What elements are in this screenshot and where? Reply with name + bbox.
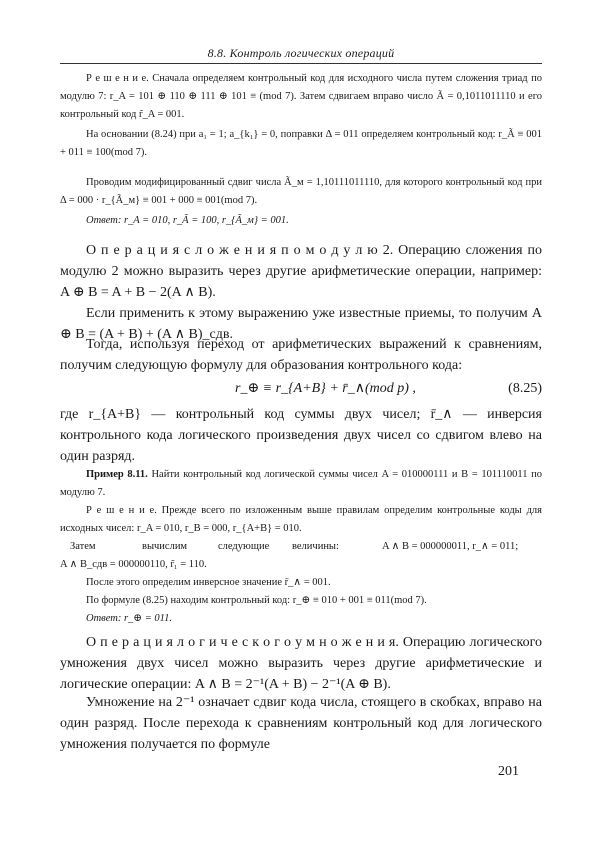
section-xor-paragraph-4: где r_{A+B} — контрольный код суммы двух чисел; r̄_∧ — инверсия контрольного кода логического произведения двух чисел со сдвигом влево на один разряд. bbox=[60, 407, 542, 464]
section-and-paragraph-1: О п е р а ц и я л о г и ч е с к о г о у м н о ж е н и я. Операцию логического умножения двух чисел можно выразить через другие арифметические и логические операции: A ∧ B = 2⁻¹(A + B) − 2⁻¹(A ⊕ B). bbox=[60, 635, 542, 692]
example-paragraph-2: Р е ш е н и е. Прежде всего по изложенным выше правилам определим контрольные коды для исходных чисел: r_A = 010, r_B = 000, r_{A+B} = 010. bbox=[60, 505, 542, 534]
solution-paragraph-2: На основании (8.24) при a₁ = 1; a_{k₁} = 0, поправки Δ = 011 определяем контрольный код: r_Ã ≡ 001 + 011 ≡ 100(mod 7). bbox=[60, 129, 542, 158]
solution-answer: Ответ: r_A = 010, r_Ã = 100, r_{Ã_м} = 001. bbox=[86, 215, 289, 226]
example-paragraph-6: По формуле (8.25) находим контрольный код: r_⊕ ≡ 010 + 001 ≡ 011(mod 7). bbox=[86, 595, 427, 606]
section-xor-paragraph-2: Если применить к этому выражению уже известные приемы, то получим A ⊕ B = (A + B) + (A ∧ B)_сдв. bbox=[60, 306, 542, 342]
example-paragraph-1 bbox=[60, 466, 542, 502]
section-and-paragraph-2: Умножение на 2⁻¹ означает сдвиг кода числа, стоящего в скобках, вправо на один разряд. После перехода к сравнениям контрольный код для логического умножения получается по формуле bbox=[60, 695, 542, 752]
example-answer: Ответ: r_⊕ = 011. bbox=[86, 613, 173, 624]
section-xor-paragraph-3: Тогда, используя переход от арифметических выражений к сравнениям, получим следующую формулу для образования контрольного кода: bbox=[60, 337, 542, 373]
book-page bbox=[60, 0, 542, 857]
example-paragraph-4: A ∧ B_сдв = 000000110, r̃₁ = 110. bbox=[60, 559, 207, 570]
solution-paragraph-1: Р е ш е н и е. Сначала определяем контрольный код для исходного числа путем сложения триад по модулю 7: r_A = 101 ⊕ 110 ⊕ 111 ⊕ 101 ≡ (mod 7). Затем сдвигаем вправо число Ã = 0,1011011110 и его контрольный код r̃_A = 001. bbox=[60, 73, 542, 120]
row-word-1: Затем bbox=[70, 541, 96, 552]
page-number: 201 bbox=[498, 764, 519, 779]
example-paragraph-5: После этого определим инверсное значение r̄_∧ = 001. bbox=[86, 577, 331, 588]
formula-expression: r_⊕ ≡ r_{A+B} + r̄_∧(mod p) , bbox=[235, 381, 416, 396]
example-statement: Найти контрольный код логической суммы чисел A = 010000111 и B = 101110011 по модулю 7. bbox=[60, 469, 543, 498]
row-word-4: величины: bbox=[292, 541, 339, 552]
section-xor-paragraph-1: О п е р а ц и я с л о ж е н и я п о м о д у л ю 2. Операцию сложения по модулю 2 можно выразить через другие арифметические операции, например: A ⊕ B = A + B − 2(A ∧ B). bbox=[60, 243, 542, 300]
row-word-3: следующие bbox=[218, 541, 270, 552]
formula-number: (8.25) bbox=[508, 381, 542, 396]
row-formula: A ∧ B = 000000011, r_∧ = 011; bbox=[382, 541, 519, 552]
running-header: 8.8. Контроль логических операций bbox=[207, 46, 395, 60]
header-divider bbox=[60, 63, 542, 64]
example-title: Пример 8.11. bbox=[86, 469, 148, 480]
row-word-2: вычислим bbox=[142, 541, 188, 552]
solution-paragraph-3: Проводим модифицированный сдвиг числа Ã_м = 1,10111011110, для которого контрольный код при Δ = 000 · r_{Ã_м} ≡ 001 + 000 ≡ 001(mod 7). bbox=[60, 177, 542, 206]
